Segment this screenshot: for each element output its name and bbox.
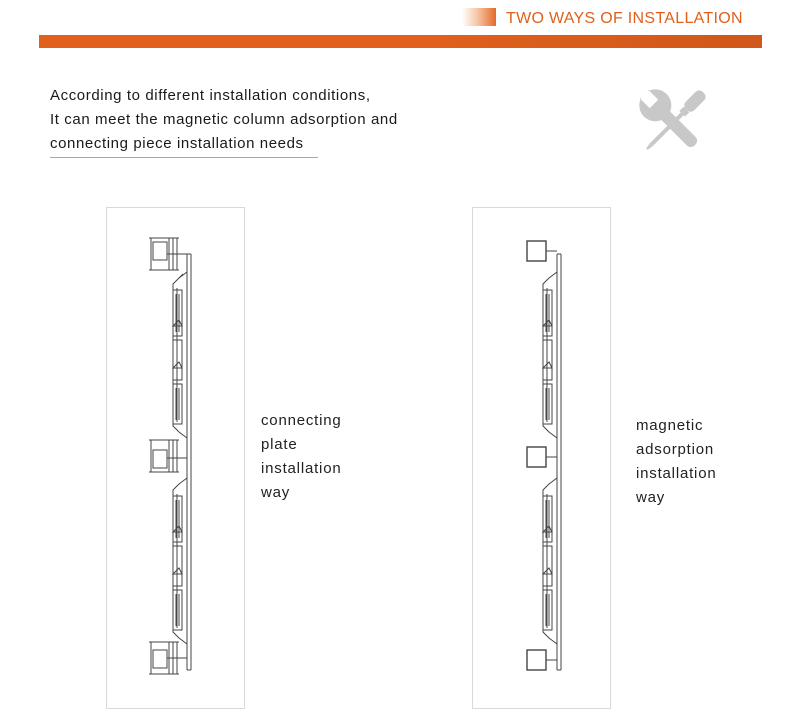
magnetic-adsorption-side-view-diagram — [473, 208, 610, 708]
intro-underline — [50, 157, 318, 158]
caption-line: plate — [261, 436, 298, 453]
caption-line: installation — [636, 465, 717, 482]
intro-line: connecting piece installation needs — [50, 135, 304, 152]
caption-line: way — [261, 484, 291, 501]
header-accent — [462, 8, 496, 26]
magnetic-adsorption-drawing-panel — [472, 207, 611, 709]
intro-text — [50, 84, 398, 156]
wrench-and-screwdriver-icon — [628, 80, 718, 166]
caption-line: adsorption — [636, 441, 715, 458]
connecting-plate-side-view-diagram — [107, 208, 244, 708]
connecting-plate-caption — [261, 409, 342, 505]
caption-line: connecting — [261, 412, 342, 429]
header-divider-shade — [430, 35, 762, 48]
intro-line: According to different installation conditions, — [50, 87, 371, 104]
caption-line: magnetic — [636, 417, 704, 434]
caption-line: way — [636, 489, 666, 506]
intro-line: It can meet the magnetic column adsorption and — [50, 111, 398, 128]
page-title: TWO WAYS OF INSTALLATION — [506, 10, 743, 27]
magnetic-adsorption-caption — [636, 414, 716, 510]
connecting-plate-drawing-panel — [106, 207, 245, 709]
caption-line: installation — [261, 460, 342, 477]
